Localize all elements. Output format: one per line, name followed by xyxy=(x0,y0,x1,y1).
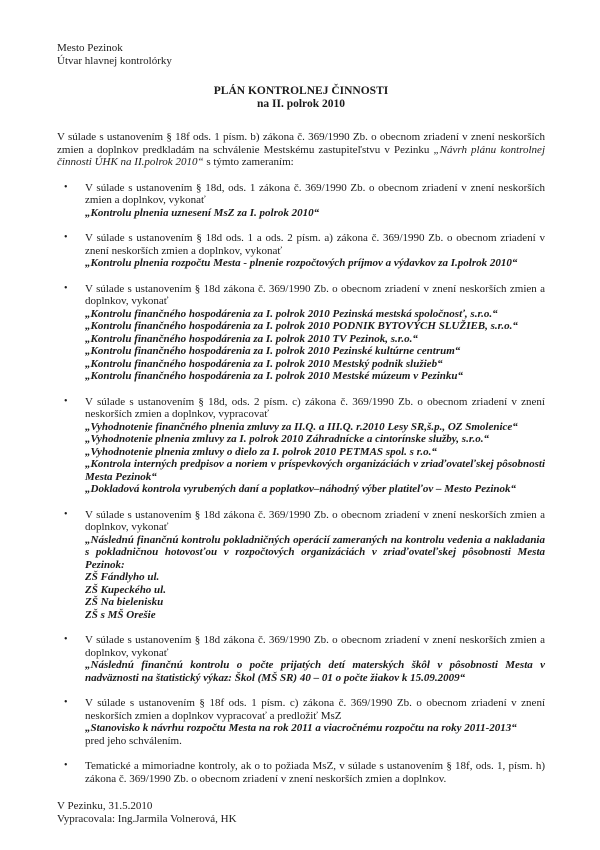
bullet-quoted-item: „Kontrolu finančného hospodárenia za I. polrok 2010 Mestský podnik služieb“ xyxy=(85,357,443,370)
intro-text-after: s týmto zameraním: xyxy=(203,156,294,168)
bullet-quoted-item: ZŠ s MŠ Orešie xyxy=(85,608,156,621)
bullet-icon: • xyxy=(64,395,68,407)
list-item xyxy=(57,697,545,747)
intro-text-before: V súlade s ustanovením § 18f ods. 1 písm. b) zákona č. 369/1990 Zb. o obecnom zriadení v znení neskorších zmien a doplnkov predkladám na schválenie Mestskému zastupiteľstvu v Pezinku xyxy=(57,131,545,156)
place-date: V Pezinku, 31.5.2010 xyxy=(57,800,153,812)
bullet-content xyxy=(85,232,545,270)
list-item xyxy=(57,634,545,684)
author-line: Vypracovala: Ing.Jarmila Volnerová, HK xyxy=(57,812,237,825)
bullet-quoted-item: „Kontrolu finančného hospodárenia za I. polrok 2010 TV Pezinok, s.r.o.“ xyxy=(85,332,418,345)
bullet-lead-text: Tematické a mimoriadne kontroly, ak o to požiada MsZ, v súlade s ustanovením § 18f, ods. 1, písm. h) zákona č. 369/1990 Zb. o obecnom zriadení v znení neskorších zmien a doplnkov. xyxy=(85,760,545,785)
bullet-icon: • xyxy=(64,508,68,520)
bullet-quoted-item: „Kontrolu finančného hospodárenia za I. polrok 2010 Pezinské kultúrne centrum“ xyxy=(85,345,461,357)
bullet-quoted-item: „Kontrolu plnenia rozpočtu Mesta - plnenie rozpočtových príjmov a výdavkov za I.polrok 2010“ xyxy=(85,257,518,269)
dept-name: Útvar hlavnej kontrolórky xyxy=(57,54,172,67)
bullet-quoted-item: „Kontrolu finančného hospodárenia za I. polrok 2010 Pezinská mestská spoločnosť, s.r.o.“ xyxy=(85,307,498,320)
bullet-quoted-item: „Stanovisko k návrhu rozpočtu Mesta na rok 2011 a viacročnému rozpočtu na roky 2011-2013“ xyxy=(85,722,517,734)
bullet-content xyxy=(85,634,545,684)
document-title xyxy=(57,85,545,110)
bullet-lead-text: V súlade s ustanovením § 18d zákona č. 369/1990 Zb. o obecnom zriadení v znení neskorších zmien a doplnkov, vykonať xyxy=(85,282,545,307)
letterhead xyxy=(57,42,545,67)
org-name: Mesto Pezinok xyxy=(57,42,123,54)
list-item xyxy=(57,182,545,220)
bullet-icon: • xyxy=(64,697,68,708)
bullet-quoted-item: „Vyhodnotenie plnenia zmluvy o dielo za I. polrok 2010 PETMAS spol. s r.o.“ xyxy=(85,445,437,458)
list-item xyxy=(57,509,545,622)
list-item xyxy=(57,283,545,383)
bullet-quoted-item: „Kontrola interných predpisov a noriem v príspevkových organizáciách v zriaďovateľskej pôsobnosti Mesta Pezinok“ xyxy=(85,458,545,483)
bullet-lead-text: V súlade s ustanovením § 18d zákona č. 369/1990 Zb. o obecnom zriadení v znení neskorších zmien a doplnkov, vykonať xyxy=(85,634,545,659)
footer xyxy=(57,800,545,825)
bullet-quoted-item: „Kontrolu finančného hospodárenia za I. polrok 2010 PODNIK BYTOVÝCH SLUŽIEB, s.r.o.“ xyxy=(85,320,518,332)
bullet-lead-text: V súlade s ustanovením § 18d ods. 1 a ods. 2 písm. a) zákona č. 369/1990 Zb. o obecnom zriadení v znení neskorších zmien a doplnkov, vykonať xyxy=(85,232,545,257)
bullet-lead-text: V súlade s ustanovením § 18f ods. 1 písm. c) zákona č. 369/1990 Zb. o obecnom zriadení v znení neskorších zmien a doplnkov vypracovať a predložiť MsZ xyxy=(85,697,545,722)
bullet-icon: • xyxy=(64,232,68,243)
title-line-1: PLÁN KONTROLNEJ ČINNOSTI xyxy=(213,85,389,97)
list-item xyxy=(57,760,545,785)
bullet-content xyxy=(85,697,545,747)
bullet-quoted-item: ZŠ Kupeckého ul. xyxy=(85,583,166,596)
bullet-content xyxy=(85,760,545,785)
bullet-quoted-item: „Dokladová kontrola vyrubených daní a poplatkov–náhodný výber platiteľov – Mesto Pezinok“ xyxy=(85,483,517,495)
bullet-content xyxy=(85,509,545,622)
bullet-content xyxy=(85,182,545,220)
bullet-quoted-item: ZŠ Fándlyho ul. xyxy=(85,571,160,583)
bullet-content xyxy=(85,396,545,496)
bullet-quoted-item: „Vyhodnotenie plnenia zmluvy za I. polrok 2010 Záhradnícke a cintorínske služby, s.r.o.“ xyxy=(85,433,489,445)
intro-plan-quote: „Návrh plánu kontrolnej činnosti ÚHK na II.polrok 2010“ xyxy=(57,143,545,168)
bullet-lead-text: V súlade s ustanovením § 18d, ods. 1 zákona č. 369/1990 Zb. o obecnom zriadení v znení neskorších zmien a doplnkov, vykonať xyxy=(85,181,545,206)
bullet-quoted-item: „Vyhodnotenie finančného plnenia zmluvy za II.Q. a III.Q. r.2010 Lesy SR,š.p., OZ Smolenice“ xyxy=(85,420,518,433)
bullet-quoted-item: „Kontrolu plnenia uznesení MsZ za I. polrok 2010“ xyxy=(85,206,320,219)
bullet-lead-text: V súlade s ustanovením § 18d, ods. 2 písm. c) zákona č. 369/1990 Zb. o obecnom zriadení v znení neskorších zmien a doplnkov, vypracovať xyxy=(85,395,545,420)
bullet-list xyxy=(57,182,545,786)
bullet-quoted-item: „Následnú finančnú kontrolu o počte prijatých detí materských škôl v pôsobnosti Mesta v nadväznosti na štatistický výkaz: Škol (MŠ SR) 40 – 01 o počte žiakov k 15.09.2009“ xyxy=(85,659,545,684)
bullet-icon: • xyxy=(64,634,68,645)
bullet-icon: • xyxy=(64,282,68,294)
bullet-quoted-item: „Kontrolu finančného hospodárenia za I. polrok 2010 Mestské múzeum v Pezinku“ xyxy=(85,370,464,382)
title-line-2: na II. polrok 2010 xyxy=(257,97,345,110)
bullet-quoted-item: „Následnú finančnú kontrolu pokladničných operácií zameraných na kontrolu vedenia a nakladania s pokladničnou hotovosťou v rozpočtových organizáciách v zriaďovateľskej pôsobnosti Mesta Pezinok: xyxy=(85,533,545,571)
bullet-icon: • xyxy=(64,760,68,771)
bullet-lead-text: V súlade s ustanovením § 18d zákona č. 369/1990 Zb. o obecnom zriadení v znení neskorších zmien a doplnkov, vykonať xyxy=(85,508,545,533)
bullet-content xyxy=(85,283,545,383)
intro-paragraph xyxy=(57,131,545,169)
bullet-icon: • xyxy=(64,181,68,193)
bullet-quoted-item: ZŠ Na bielenisku xyxy=(85,596,164,608)
list-item xyxy=(57,396,545,496)
list-item xyxy=(57,232,545,270)
bullet-note: pred jeho schválením. xyxy=(85,734,182,747)
